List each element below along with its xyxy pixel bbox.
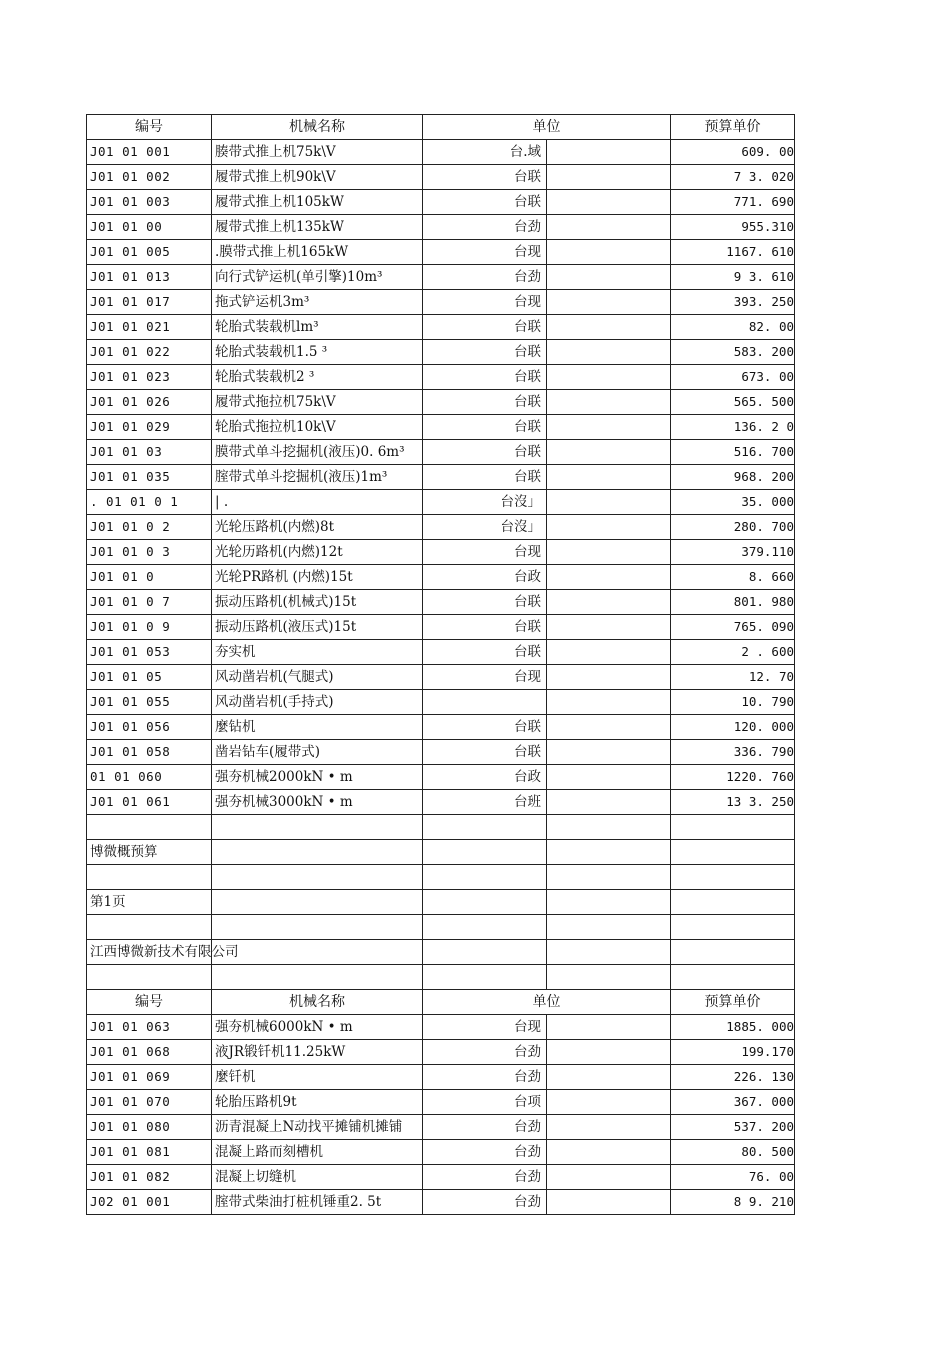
budget-price: 13 3. 250	[671, 790, 795, 815]
blank-cell	[547, 265, 671, 290]
machine-name: 麼钻机	[212, 715, 423, 740]
budget-price: 379.110	[671, 540, 795, 565]
machine-unit: 台联	[423, 415, 547, 440]
machine-unit: 台劲	[423, 1140, 547, 1165]
empty-cell	[423, 815, 547, 840]
table-row	[87, 340, 795, 365]
machine-code: J01 01 080	[87, 1115, 212, 1140]
machine-name: 履带式推上机90k\V	[212, 165, 423, 190]
machine-unit: 台联	[423, 390, 547, 415]
empty-cell	[547, 940, 671, 965]
machine-unit: 台现	[423, 1015, 547, 1040]
budget-price: 8. 660	[671, 565, 795, 590]
machine-unit: 台现	[423, 665, 547, 690]
machinery-table	[86, 114, 795, 1215]
machine-name: 振动压路机(机械式)15t	[212, 590, 423, 615]
table-row	[87, 540, 795, 565]
budget-price: 955.310	[671, 215, 795, 240]
machine-name: 沥青混凝上N动找平摊铺机摊铺	[212, 1115, 423, 1140]
budget-price: 968. 200	[671, 465, 795, 490]
table-row	[87, 215, 795, 240]
blank-cell	[547, 640, 671, 665]
budget-price: 1220. 760	[671, 765, 795, 790]
machine-code: J01 01 035	[87, 465, 212, 490]
machine-unit: 台联	[423, 640, 547, 665]
machine-name: 麼钎机	[212, 1065, 423, 1090]
price-sheet	[86, 114, 794, 1215]
machine-name: 轮胎式装载机1.5 ³	[212, 340, 423, 365]
empty-row	[87, 965, 795, 990]
empty-cell	[212, 965, 423, 990]
table-row	[87, 515, 795, 540]
empty-cell	[547, 865, 671, 890]
machine-name: 液JR锻钎机11.25kW	[212, 1040, 423, 1065]
table-row	[87, 790, 795, 815]
machine-unit: 台项	[423, 1090, 547, 1115]
budget-price: 35. 000	[671, 490, 795, 515]
machine-unit: 台.域	[423, 140, 547, 165]
empty-cell	[212, 840, 423, 865]
header-unit: 单位	[423, 990, 671, 1015]
table-row	[87, 290, 795, 315]
machine-name: 膜带式单斗挖掘机(液压)0. 6m³	[212, 440, 423, 465]
blank-cell	[547, 515, 671, 540]
budget-price: 199.170	[671, 1040, 795, 1065]
empty-cell	[423, 915, 547, 940]
table-row	[87, 715, 795, 740]
empty-cell	[547, 840, 671, 865]
machine-unit: 台联	[423, 365, 547, 390]
machine-code: J01 01 017	[87, 290, 212, 315]
blank-cell	[547, 315, 671, 340]
empty-cell	[87, 915, 212, 940]
machine-unit: 台沒」	[423, 490, 547, 515]
machine-name: 夯实机	[212, 640, 423, 665]
blank-cell	[547, 540, 671, 565]
blank-cell	[547, 1090, 671, 1115]
machine-unit: 台劲	[423, 1115, 547, 1140]
empty-cell	[547, 915, 671, 940]
blank-cell	[547, 1165, 671, 1190]
blank-cell	[547, 565, 671, 590]
machine-name: 光轮压路机(内燃)8t	[212, 515, 423, 540]
machine-unit: 台劲	[423, 1040, 547, 1065]
budget-price: 12. 70	[671, 665, 795, 690]
blank-cell	[547, 290, 671, 315]
budget-price: 1167. 610	[671, 240, 795, 265]
table-row	[87, 315, 795, 340]
machine-code: J01 01 070	[87, 1090, 212, 1115]
table-row	[87, 1090, 795, 1115]
budget-price: 2 . 600	[671, 640, 795, 665]
table-row	[87, 490, 795, 515]
machine-code: J01 01 026	[87, 390, 212, 415]
table-row	[87, 440, 795, 465]
machine-name: 光轮历路机(内燃)12t	[212, 540, 423, 565]
blank-cell	[547, 340, 671, 365]
budget-price: 393. 250	[671, 290, 795, 315]
blank-cell	[547, 190, 671, 215]
budget-price: 10. 790	[671, 690, 795, 715]
budget-price: 583. 200	[671, 340, 795, 365]
blank-cell	[547, 140, 671, 165]
page-number: 第1页	[87, 890, 212, 915]
machine-code: J01 01 023	[87, 365, 212, 390]
machine-name: 履带式拖拉机75k\V	[212, 390, 423, 415]
blank-cell	[547, 740, 671, 765]
machine-code: J01 01 058	[87, 740, 212, 765]
blank-cell	[547, 240, 671, 265]
machine-name: 混凝上路而刻槽机	[212, 1140, 423, 1165]
machine-code: J01 01 05	[87, 665, 212, 690]
machine-unit: 台现	[423, 240, 547, 265]
machine-unit: 台政	[423, 565, 547, 590]
budget-price: 136. 2 0	[671, 415, 795, 440]
empty-row	[87, 815, 795, 840]
empty-cell	[671, 865, 795, 890]
table-row	[87, 590, 795, 615]
machine-unit: 台联	[423, 190, 547, 215]
machine-name: 强夯机械2000kN • m	[212, 765, 423, 790]
machine-name: .膜带式推上机165kW	[212, 240, 423, 265]
table-row	[87, 1065, 795, 1090]
machine-code: J02 01 001	[87, 1190, 212, 1215]
empty-cell	[671, 890, 795, 915]
empty-cell	[87, 865, 212, 890]
empty-cell	[423, 840, 547, 865]
table-row	[87, 365, 795, 390]
table-row	[87, 690, 795, 715]
table-row	[87, 140, 795, 165]
machine-unit: 台联	[423, 315, 547, 340]
machine-code: J01 01 068	[87, 1040, 212, 1065]
header-row-2	[87, 990, 795, 1015]
empty-cell	[547, 965, 671, 990]
machine-code: J01 01 021	[87, 315, 212, 340]
machine-name: 光轮PR路机 (内燃)15t	[212, 565, 423, 590]
budget-price: 336. 790	[671, 740, 795, 765]
table-row	[87, 240, 795, 265]
empty-cell	[212, 815, 423, 840]
blank-cell	[547, 440, 671, 465]
blank-cell	[547, 215, 671, 240]
header-name: 机械名称	[212, 990, 423, 1015]
machine-unit: 台联	[423, 590, 547, 615]
machine-unit: 台劲	[423, 265, 547, 290]
machine-unit: 台劲	[423, 1190, 547, 1215]
machine-unit: 台联	[423, 340, 547, 365]
empty-cell	[671, 840, 795, 865]
machine-code: J01 01 055	[87, 690, 212, 715]
empty-cell	[671, 965, 795, 990]
blank-cell	[547, 665, 671, 690]
table-row	[87, 390, 795, 415]
machine-name: 轮胎式装载机2 ³	[212, 365, 423, 390]
machine-name: 强夯机械6000kN • m	[212, 1015, 423, 1040]
machine-unit: 台现	[423, 290, 547, 315]
machine-code: J01 01 082	[87, 1165, 212, 1190]
machine-name: | .	[212, 490, 423, 515]
blank-cell	[547, 1140, 671, 1165]
table-row	[87, 765, 795, 790]
budget-price: 565. 500	[671, 390, 795, 415]
machine-unit: 台沒」	[423, 515, 547, 540]
blank-cell	[547, 765, 671, 790]
budget-price: 537. 200	[671, 1115, 795, 1140]
empty-row	[87, 915, 795, 940]
machine-name: 轮胎式拖拉机10k\V	[212, 415, 423, 440]
header-code: 编号	[87, 990, 212, 1015]
machine-code: J01 01 056	[87, 715, 212, 740]
machine-unit: 台现	[423, 540, 547, 565]
budget-price: 7 3. 020	[671, 165, 795, 190]
empty-cell	[671, 815, 795, 840]
machine-unit: 台劲	[423, 215, 547, 240]
blank-cell	[547, 415, 671, 440]
budget-price: 771. 690	[671, 190, 795, 215]
machine-code: J01 01 0	[87, 565, 212, 590]
budget-price: 8 9. 210	[671, 1190, 795, 1215]
table-row	[87, 415, 795, 440]
machine-name: 混凝上切缝机	[212, 1165, 423, 1190]
table-row	[87, 640, 795, 665]
blank-cell	[547, 790, 671, 815]
empty-cell	[87, 965, 212, 990]
brand-note: 博微概预算	[87, 840, 212, 865]
table-row	[87, 615, 795, 640]
page-number-row	[87, 890, 795, 915]
table-row	[87, 465, 795, 490]
machine-code: 01 01 060	[87, 765, 212, 790]
machine-code: J01 01 069	[87, 1065, 212, 1090]
empty-cell	[423, 890, 547, 915]
machine-name: 振动压路机(液压式)15t	[212, 615, 423, 640]
empty-cell	[423, 940, 547, 965]
table-row	[87, 265, 795, 290]
machine-unit	[423, 690, 547, 715]
empty-cell	[423, 965, 547, 990]
machine-code: J01 01 03	[87, 440, 212, 465]
machine-unit: 台劲	[423, 1165, 547, 1190]
blank-cell	[547, 390, 671, 415]
machine-unit: 台联	[423, 715, 547, 740]
blank-cell	[547, 165, 671, 190]
brand-note-row	[87, 840, 795, 865]
machine-code: J01 01 005	[87, 240, 212, 265]
machine-name: 凿岩钻车(履带式)	[212, 740, 423, 765]
table-row	[87, 1190, 795, 1215]
empty-cell	[212, 915, 423, 940]
header-name: 机械名称	[212, 115, 423, 140]
machine-unit: 台劲	[423, 1065, 547, 1090]
machine-code: J01 01 0 9	[87, 615, 212, 640]
table-row	[87, 665, 795, 690]
machine-name: 腟带式单斗挖掘机(液压)1m³	[212, 465, 423, 490]
table-row	[87, 165, 795, 190]
machine-code: . 01 01 0 1	[87, 490, 212, 515]
blank-cell	[547, 1190, 671, 1215]
empty-cell	[212, 865, 423, 890]
machine-code: J01 01 029	[87, 415, 212, 440]
table-row	[87, 1140, 795, 1165]
table-row	[87, 190, 795, 215]
machine-name: 拖式铲运机3m³	[212, 290, 423, 315]
header-price: 预算单价	[671, 990, 795, 1015]
machine-name: 腠带式推上机75k\V	[212, 140, 423, 165]
budget-price: 673. 00	[671, 365, 795, 390]
machine-code: J01 01 022	[87, 340, 212, 365]
blank-cell	[547, 465, 671, 490]
company-name-row	[87, 940, 795, 965]
header-row-1	[87, 115, 795, 140]
machine-unit: 台联	[423, 740, 547, 765]
budget-price: 226. 130	[671, 1065, 795, 1090]
machine-code: J01 01 081	[87, 1140, 212, 1165]
empty-cell	[212, 940, 423, 965]
blank-cell	[547, 490, 671, 515]
budget-price: 609. 00	[671, 140, 795, 165]
machine-unit: 台联	[423, 465, 547, 490]
empty-cell	[547, 815, 671, 840]
budget-price: 1885. 000	[671, 1015, 795, 1040]
header-code: 编号	[87, 115, 212, 140]
blank-cell	[547, 1015, 671, 1040]
machine-code: J01 01 0 2	[87, 515, 212, 540]
budget-price: 82. 00	[671, 315, 795, 340]
machine-code: J01 01 001	[87, 140, 212, 165]
blank-cell	[547, 1065, 671, 1090]
empty-cell	[423, 865, 547, 890]
table-row	[87, 1115, 795, 1140]
empty-cell	[547, 890, 671, 915]
blank-cell	[547, 1115, 671, 1140]
table-row	[87, 565, 795, 590]
blank-cell	[547, 715, 671, 740]
machine-code: J01 01 013	[87, 265, 212, 290]
machine-code: J01 01 053	[87, 640, 212, 665]
machine-name: 履带式推上机105kW	[212, 190, 423, 215]
machine-code: J01 01 002	[87, 165, 212, 190]
machine-name: 强夯机械3000kN • m	[212, 790, 423, 815]
header-unit: 单位	[423, 115, 671, 140]
machine-code: J01 01 0 7	[87, 590, 212, 615]
table-row	[87, 1015, 795, 1040]
machine-unit: 台联	[423, 440, 547, 465]
budget-price: 80. 500	[671, 1140, 795, 1165]
table-row	[87, 740, 795, 765]
budget-price: 120. 000	[671, 715, 795, 740]
machine-unit: 台联	[423, 615, 547, 640]
machine-name: 风动凿岩机(气腿式)	[212, 665, 423, 690]
empty-row	[87, 865, 795, 890]
budget-price: 801. 980	[671, 590, 795, 615]
machine-name: 向行式铲运机(单引擎)10m³	[212, 265, 423, 290]
empty-cell	[671, 915, 795, 940]
company-name: 江西博微新技术有限公司	[87, 940, 212, 965]
machine-unit: 台班	[423, 790, 547, 815]
header-price: 预算单价	[671, 115, 795, 140]
budget-price: 9 3. 610	[671, 265, 795, 290]
machine-code: J01 01 003	[87, 190, 212, 215]
budget-price: 76. 00	[671, 1165, 795, 1190]
machine-unit: 台联	[423, 165, 547, 190]
blank-cell	[547, 590, 671, 615]
machine-name: 风动凿岩机(手持式)	[212, 690, 423, 715]
blank-cell	[547, 690, 671, 715]
table-row	[87, 1165, 795, 1190]
budget-price: 765. 090	[671, 615, 795, 640]
empty-cell	[671, 940, 795, 965]
machine-code: J01 01 061	[87, 790, 212, 815]
blank-cell	[547, 365, 671, 390]
blank-cell	[547, 615, 671, 640]
machine-code: J01 01 00	[87, 215, 212, 240]
empty-cell	[87, 815, 212, 840]
machine-name: 履带式推上机135kW	[212, 215, 423, 240]
blank-cell	[547, 1040, 671, 1065]
table-row	[87, 1040, 795, 1065]
machine-name: 轮胎压路机9t	[212, 1090, 423, 1115]
budget-price: 367. 000	[671, 1090, 795, 1115]
machine-unit: 台政	[423, 765, 547, 790]
machine-name: 轮胎式装载机lm³	[212, 315, 423, 340]
machine-name: 腟带式柴油打桩机锤重2. 5t	[212, 1190, 423, 1215]
machine-code: J01 01 063	[87, 1015, 212, 1040]
budget-price: 516. 700	[671, 440, 795, 465]
machine-code: J01 01 0 3	[87, 540, 212, 565]
budget-price: 280. 700	[671, 515, 795, 540]
empty-cell	[212, 890, 423, 915]
